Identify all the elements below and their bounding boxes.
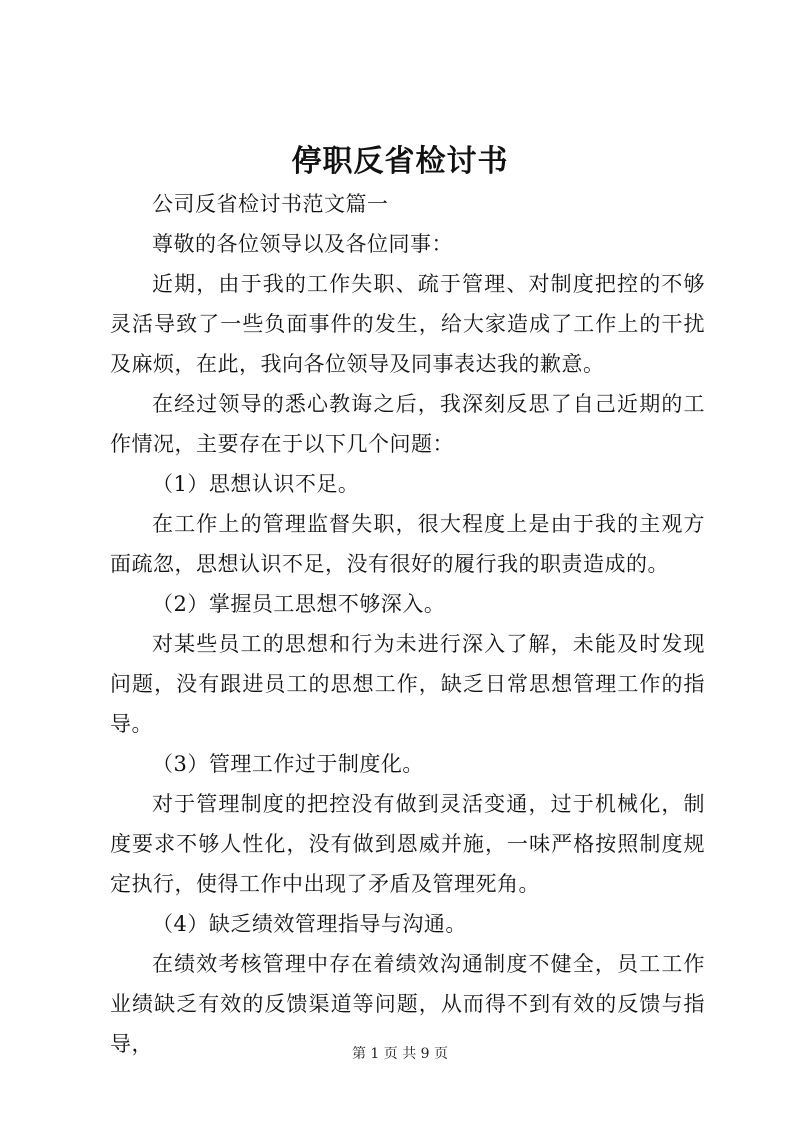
paragraph-salutation: 尊敬的各位领导以及各位同事：	[152, 232, 453, 256]
paragraph: 近期，由于我的工作失职、疏于管理、对制度把控的不够灵活导致了一些负面事件的发生，给大家造成了工作上的干扰及麻烦，在此，我向各位领导及同事表达我的歉意。	[110, 272, 705, 376]
document-title: 停职反省检讨书	[291, 144, 509, 179]
list-item-heading: （2）掌握员工思想不够深入。	[152, 592, 446, 616]
list-item-heading: （4）缺乏绩效管理指导与沟通。	[152, 912, 467, 936]
document-body	[110, 184, 705, 1064]
paragraph-subtitle: 公司反省检讨书范文篇一	[152, 192, 389, 216]
paragraph: 在工作上的管理监督失职，很大程度上是由于我的主观方面疏忽，思想认识不足，没有很好的履行我的职责造成的。	[110, 512, 705, 576]
paragraph: 在经过领导的悉心教诲之后，我深刻反思了自己近期的工作情况，主要存在于以下几个问题：	[110, 392, 705, 456]
list-item-heading: （3）管理工作过于制度化。	[152, 752, 424, 776]
list-item-heading: （1）思想认识不足。	[152, 472, 360, 496]
page-number-footer: 第 1 页 共 9 页	[351, 1046, 449, 1062]
paragraph: 对某些员工的思想和行为未进行深入了解，未能及时发现问题，没有跟进员工的思想工作，缺乏日常思想管理工作的指导。	[110, 632, 705, 736]
paragraph: 在绩效考核管理中存在着绩效沟通制度不健全，员工工作业绩缺乏有效的反馈渠道等问题，从而得不到有效的反馈与指导，	[110, 952, 705, 1056]
paragraph: 对于管理制度的把控没有做到灵活变通，过于机械化，制度要求不够人性化，没有做到恩威并施，一味严格按照制度规定执行，使得工作中出现了矛盾及管理死角。	[110, 792, 705, 896]
